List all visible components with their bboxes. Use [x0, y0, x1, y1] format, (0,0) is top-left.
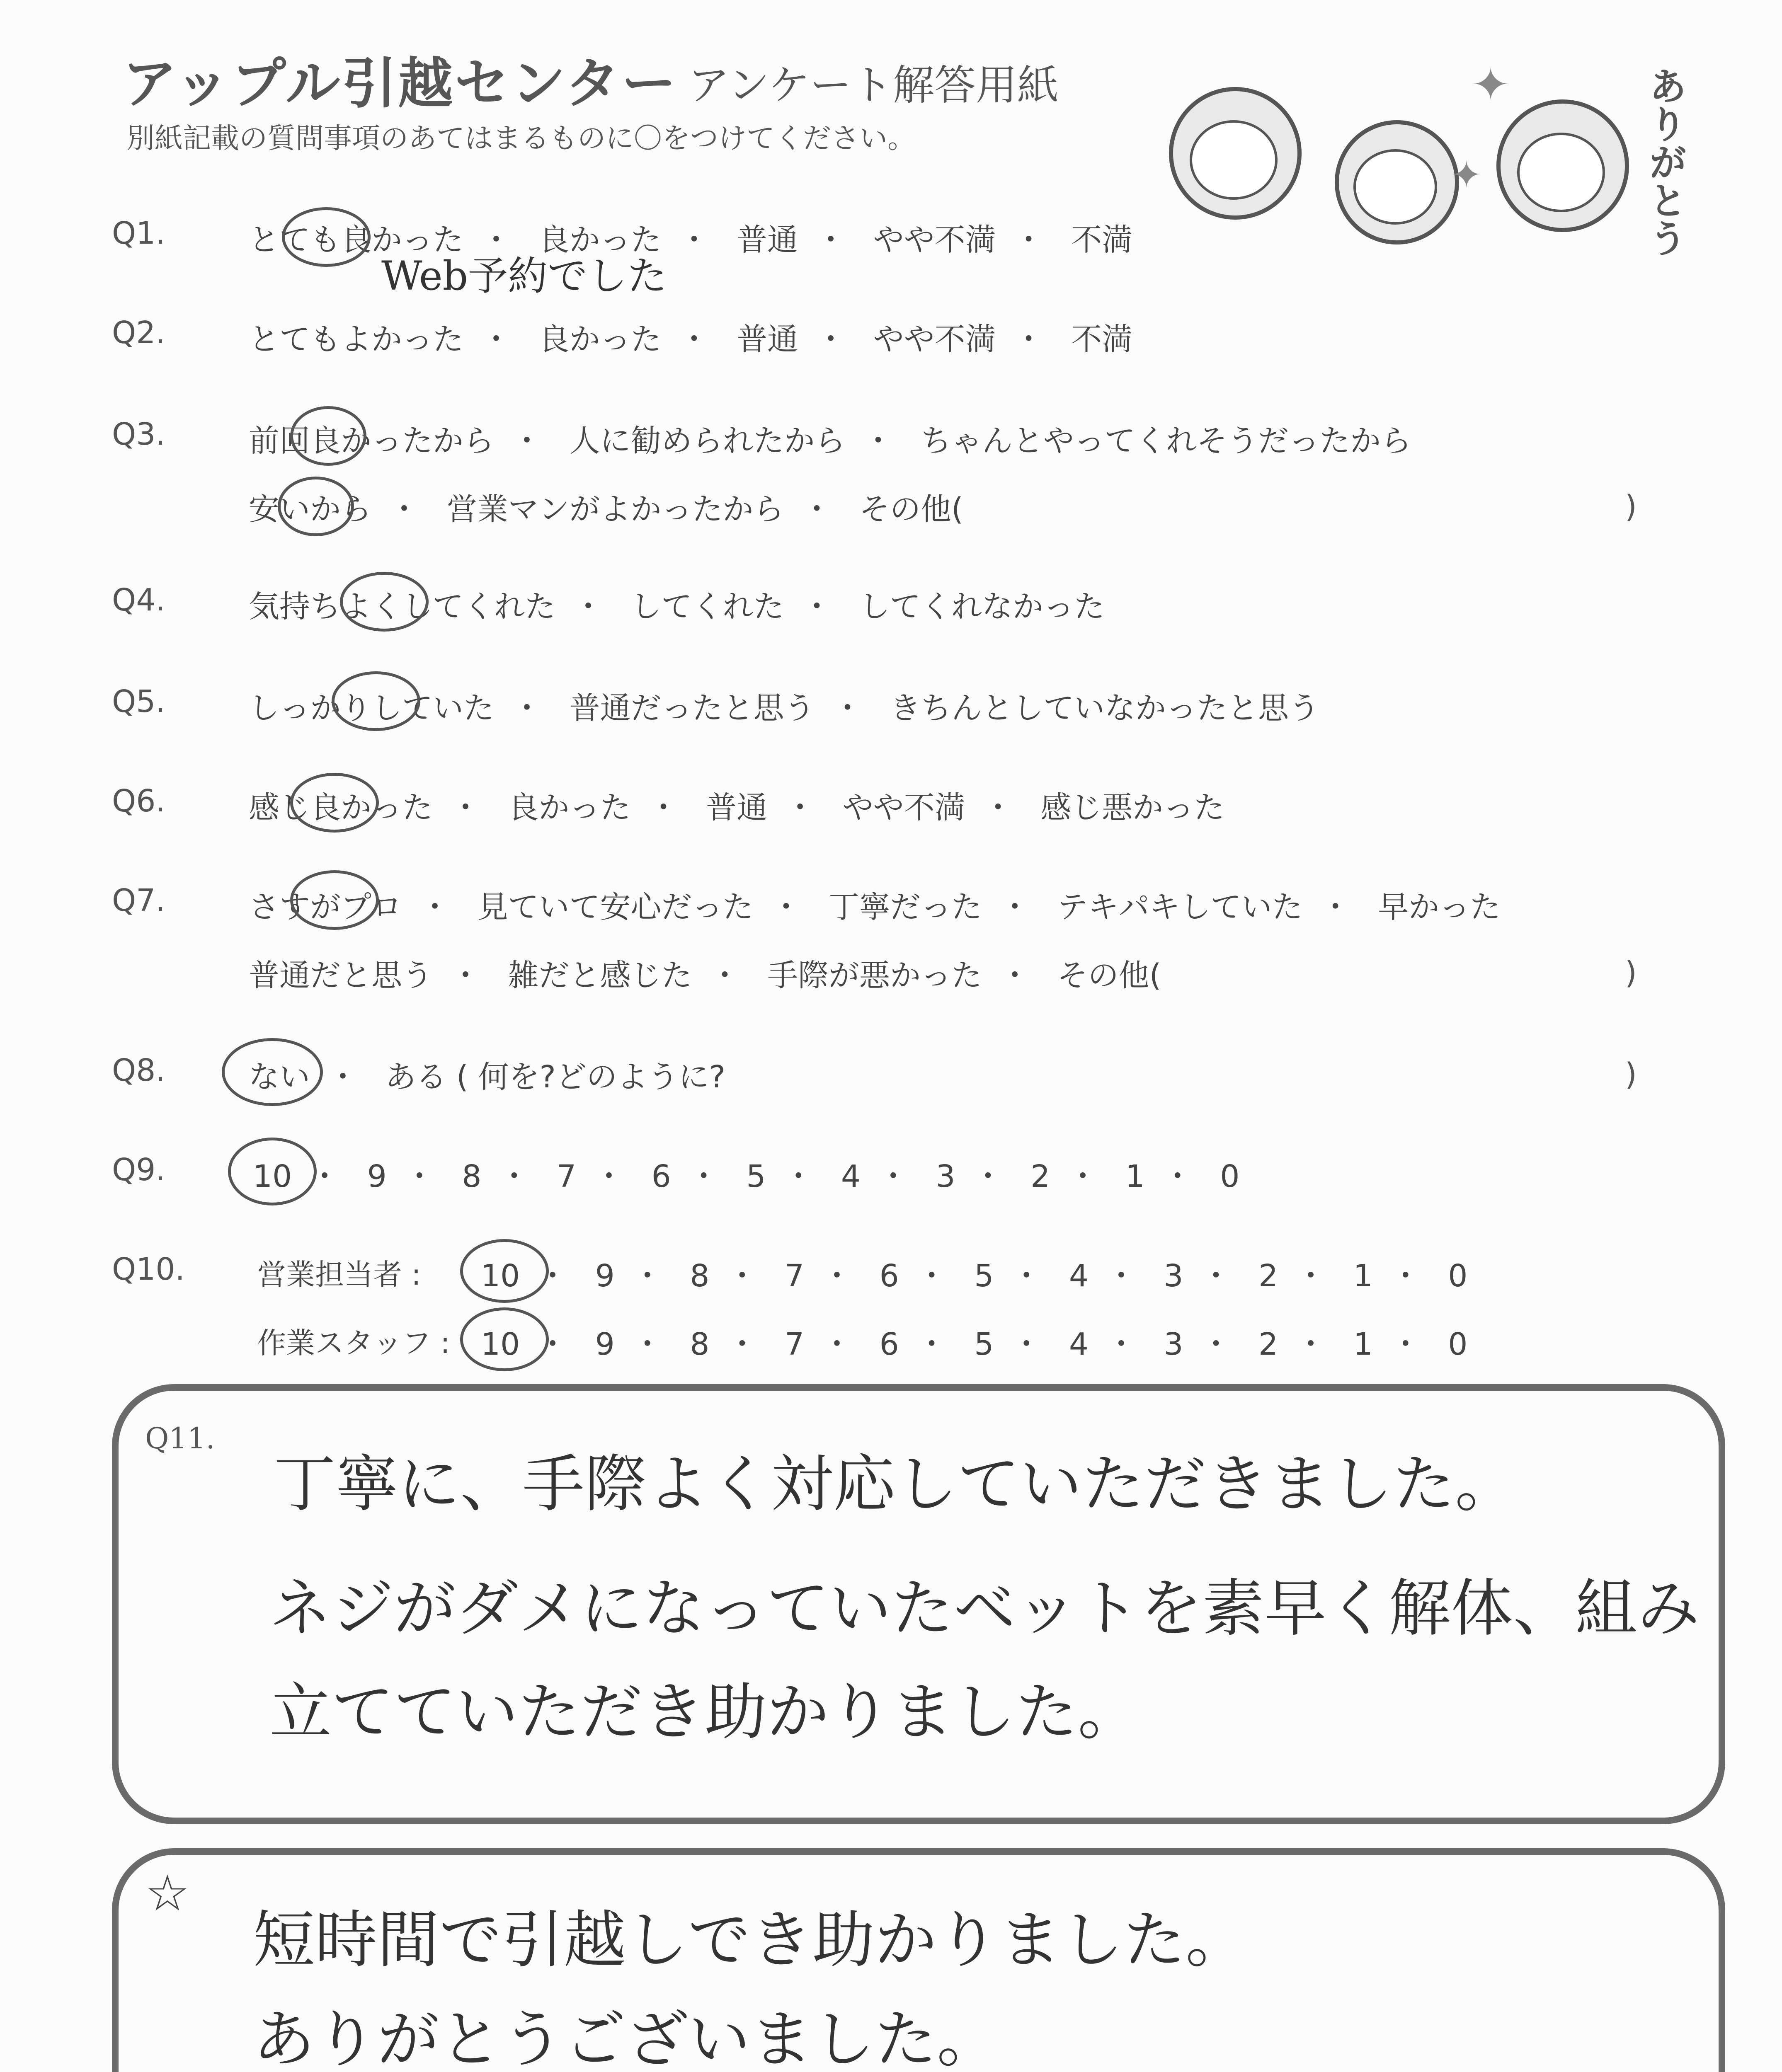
question-label-q7: Q7.: [112, 883, 165, 918]
option-q6-average[interactable]: 普通: [706, 790, 768, 825]
score-q10-sales-5[interactable]: 5: [974, 1258, 994, 1294]
score-q10-sales-9[interactable]: 9: [595, 1258, 615, 1294]
sparkle-icon: ✦: [1451, 153, 1482, 197]
answer-circle-q3-second: [278, 477, 354, 536]
option-q3-recommended[interactable]: 人に勧められたから: [569, 423, 846, 459]
comment-handwritten-line1: 短時間で引越しでき助かりました。: [253, 1904, 1248, 1976]
option-q7-sloppy[interactable]: 雑だと感じた: [508, 958, 692, 993]
answer-circle-q7: [290, 870, 379, 930]
option-q8-some[interactable]: ある ( 何を?どのように?: [385, 1059, 725, 1095]
score-q10-staff-2[interactable]: 2: [1258, 1326, 1278, 1362]
answer-circle-q8: [222, 1038, 323, 1106]
answer-circle-q4: [340, 572, 429, 632]
survey-company-title: アップル引越センター: [122, 52, 678, 116]
option-q5-average[interactable]: 普通だったと思う: [569, 690, 815, 726]
option-q7-poor-skill[interactable]: 手際が悪かった: [767, 958, 982, 993]
score-q9-2[interactable]: 2: [1030, 1159, 1050, 1194]
question-label-q2: Q2.: [112, 315, 165, 351]
option-q7-other[interactable]: その他(: [1057, 958, 1161, 993]
mascot-illustration: [1152, 50, 1708, 265]
survey-form-subtitle: アンケート解答用紙: [688, 61, 1059, 109]
option-q2-average[interactable]: 普通: [737, 322, 798, 357]
score-q10-staff-10[interactable]: 10: [481, 1326, 520, 1362]
option-q1-average[interactable]: 普通: [737, 222, 798, 258]
q11-handwritten-line1: 丁寧に、手際よく対応していただきました。: [274, 1448, 1518, 1520]
score-q10-sales-3[interactable]: 3: [1164, 1258, 1183, 1294]
option-q6-very-good[interactable]: 感じ良かった: [249, 790, 433, 825]
q8-paren-close: ): [1625, 1057, 1637, 1092]
thanks-caption: ありがとう: [1643, 66, 1687, 257]
option-q4-did[interactable]: してくれた: [630, 589, 784, 625]
score-q10-staff-0[interactable]: 0: [1448, 1326, 1468, 1362]
score-q10-staff-5[interactable]: 5: [974, 1326, 994, 1362]
question-label-q8: Q8.: [112, 1053, 165, 1088]
answer-circle-q1: [282, 207, 371, 267]
score-q10-sales-4[interactable]: 4: [1069, 1258, 1089, 1294]
score-q9-4[interactable]: 4: [841, 1159, 861, 1194]
option-q6-good[interactable]: 良かった: [508, 790, 631, 825]
score-q10-sales-0[interactable]: 0: [1448, 1258, 1468, 1294]
option-q7-average[interactable]: 普通だと思う: [249, 958, 433, 993]
question-options-q6: 感じ良かった ・ 良かった ・ 普通 ・ やや不満 ・ 感じ悪かった: [249, 790, 1225, 825]
option-q3-seemed-reliable[interactable]: ちゃんとやってくれそうだったから: [921, 423, 1412, 459]
score-q10-staff-3[interactable]: 3: [1164, 1326, 1183, 1362]
option-q1-good[interactable]: 良かった: [538, 222, 662, 258]
sparkle-icon: ✦: [1472, 58, 1510, 111]
score-q10-staff-7[interactable]: 7: [784, 1326, 805, 1362]
option-q4-did-not[interactable]: してくれなかった: [859, 589, 1105, 625]
handwritten-note-q1: Web予約でした: [381, 253, 667, 299]
score-q10-staff-4[interactable]: 4: [1069, 1326, 1089, 1362]
option-q6-bad[interactable]: 感じ悪かった: [1040, 790, 1225, 825]
question-label-q3: Q3.: [112, 416, 165, 452]
option-q1-somewhat-dissatisfied[interactable]: やや不満: [873, 222, 996, 258]
question-label-q1: Q1.: [112, 215, 165, 251]
option-q6-somewhat-dissatisfied[interactable]: やや不満: [842, 790, 965, 825]
question-options-q10-staff: 10 ・ 9 ・ 8 ・ 7 ・ 6 ・ 5 ・ 4 ・ 3 ・ 2 ・ 1 ・ 0: [481, 1326, 1468, 1362]
question-options-q8: ない ・ ある ( 何を?どのように?: [249, 1059, 725, 1095]
answer-circle-q3: [290, 406, 366, 466]
question-options-q4: 気持ちよくしてくれた ・ してくれた ・ してくれなかった: [249, 589, 1105, 625]
score-q9-10[interactable]: 10: [253, 1159, 292, 1194]
answer-circle-q6: [290, 773, 379, 833]
option-q5-not-proper[interactable]: きちんとしていなかったと思う: [890, 690, 1320, 726]
question-options-q7-line1: さすがプロ ・ 見ていて安心だった ・ 丁寧だった ・ テキパキしていた ・ 早かった: [249, 889, 1501, 925]
score-q9-5[interactable]: 5: [746, 1159, 766, 1194]
question-label-q5: Q5.: [112, 684, 165, 719]
score-q9-6[interactable]: 6: [651, 1159, 671, 1194]
question-label-q10: Q10.: [112, 1251, 185, 1287]
score-q10-sales-6[interactable]: 6: [879, 1258, 899, 1294]
comment-handwritten-line2: ありがとうございました。: [253, 2004, 999, 2072]
q10-sales-label: 営業担当者 :: [257, 1258, 421, 1292]
score-q9-0[interactable]: 0: [1220, 1159, 1240, 1194]
score-q10-sales-10[interactable]: 10: [481, 1258, 520, 1294]
question-options-q9: 10 ・ 9 ・ 8 ・ 7 ・ 6 ・ 5 ・ 4 ・ 3 ・ 2 ・ 1 ・ 0: [253, 1159, 1240, 1194]
question-options-q1: とても良かった ・ 良かった ・ 普通 ・ やや不満 ・ 不満: [249, 222, 1133, 258]
option-q3-good-salesperson[interactable]: 営業マンがよかったから: [446, 491, 784, 527]
score-q9-8[interactable]: 8: [462, 1159, 482, 1194]
question-options-q7-line2: 普通だと思う ・ 雑だと感じた ・ 手際が悪かった ・ その他(: [249, 958, 1161, 993]
score-q9-3[interactable]: 3: [936, 1159, 955, 1194]
answer-circle-q5: [332, 671, 420, 731]
score-q10-sales-7[interactable]: 7: [784, 1258, 805, 1294]
score-q10-sales-2[interactable]: 2: [1258, 1258, 1278, 1294]
option-q5-solid[interactable]: しっかりしていた: [249, 690, 494, 726]
option-q2-somewhat-dissatisfied[interactable]: やや不満: [873, 322, 996, 357]
option-q4-very-pleasant[interactable]: 気持ちよくしてくれた: [249, 589, 555, 625]
question-options-q10-sales: 10 ・ 9 ・ 8 ・ 7 ・ 6 ・ 5 ・ 4 ・ 3 ・ 2 ・ 1 ・ 0: [481, 1258, 1468, 1294]
question-label-q4: Q4.: [112, 582, 165, 618]
survey-instructions: 別紙記載の質問事項のあてはまるものに〇をつけてください。: [126, 122, 916, 155]
score-q10-sales-1[interactable]: 1: [1353, 1258, 1373, 1294]
score-q10-staff-8[interactable]: 8: [690, 1326, 710, 1362]
question-options-q2: とてもよかった ・ 良かった ・ 普通 ・ やや不満 ・ 不満: [249, 322, 1133, 357]
question-options-q3-line2: 安いから ・ 営業マンがよかったから ・ その他(: [249, 491, 963, 527]
option-q2-very-good[interactable]: とてもよかった: [249, 322, 463, 357]
option-q3-other[interactable]: その他(: [859, 491, 963, 527]
answer-circle-q10-staff: [460, 1307, 549, 1371]
option-q7-efficient[interactable]: テキパキしていた: [1057, 889, 1303, 925]
question-label-q6: Q6.: [112, 783, 165, 819]
option-q2-good[interactable]: 良かった: [538, 322, 662, 357]
question-options-q5: しっかりしていた ・ 普通だったと思う ・ きちんとしていなかったと思う: [249, 690, 1320, 726]
option-q8-none[interactable]: ない: [249, 1059, 310, 1095]
score-q10-staff-9[interactable]: 9: [595, 1326, 615, 1362]
q7-paren-close: ): [1625, 955, 1637, 991]
score-q10-sales-8[interactable]: 8: [690, 1258, 710, 1294]
score-q9-7[interactable]: 7: [556, 1159, 577, 1194]
question-label-q9: Q9.: [112, 1152, 165, 1188]
score-q9-9[interactable]: 9: [367, 1159, 387, 1194]
question-options-q3-line1: 前回良かったから ・ 人に勧められたから ・ ちゃんとやってくれそうだったから: [249, 423, 1412, 459]
score-q9-1[interactable]: 1: [1125, 1159, 1145, 1194]
option-q1-very-good[interactable]: とても良かった: [249, 222, 463, 258]
option-q3-cheap[interactable]: 安いから: [249, 491, 371, 527]
option-q1-dissatisfied[interactable]: 不満: [1071, 222, 1133, 258]
answer-circle-q10-sales: [460, 1239, 549, 1303]
question-label-q11: Q11.: [145, 1421, 215, 1455]
option-q7-professional[interactable]: さすがプロ: [249, 889, 402, 925]
q11-handwritten-line3: 立てていただき助かりました。: [269, 1676, 1140, 1748]
option-q2-dissatisfied[interactable]: 不満: [1071, 322, 1133, 357]
q3-paren-close: ): [1625, 489, 1637, 525]
score-q10-staff-1[interactable]: 1: [1353, 1326, 1373, 1362]
option-q3-previous-good[interactable]: 前回良かったから: [249, 423, 494, 459]
option-q7-polite[interactable]: 丁寧だった: [829, 889, 982, 925]
q11-handwritten-line2: ネジがダメになっていたベットを素早く解体、組み: [269, 1573, 1700, 1645]
q10-staff-label: 作業スタッフ :: [257, 1326, 450, 1360]
score-q10-staff-6[interactable]: 6: [879, 1326, 899, 1362]
star-icon: ☆: [145, 1865, 190, 1922]
option-q7-fast[interactable]: 早かった: [1378, 889, 1501, 925]
option-q7-reassuring[interactable]: 見ていて安心だった: [477, 889, 754, 925]
answer-circle-q9: [228, 1138, 317, 1205]
